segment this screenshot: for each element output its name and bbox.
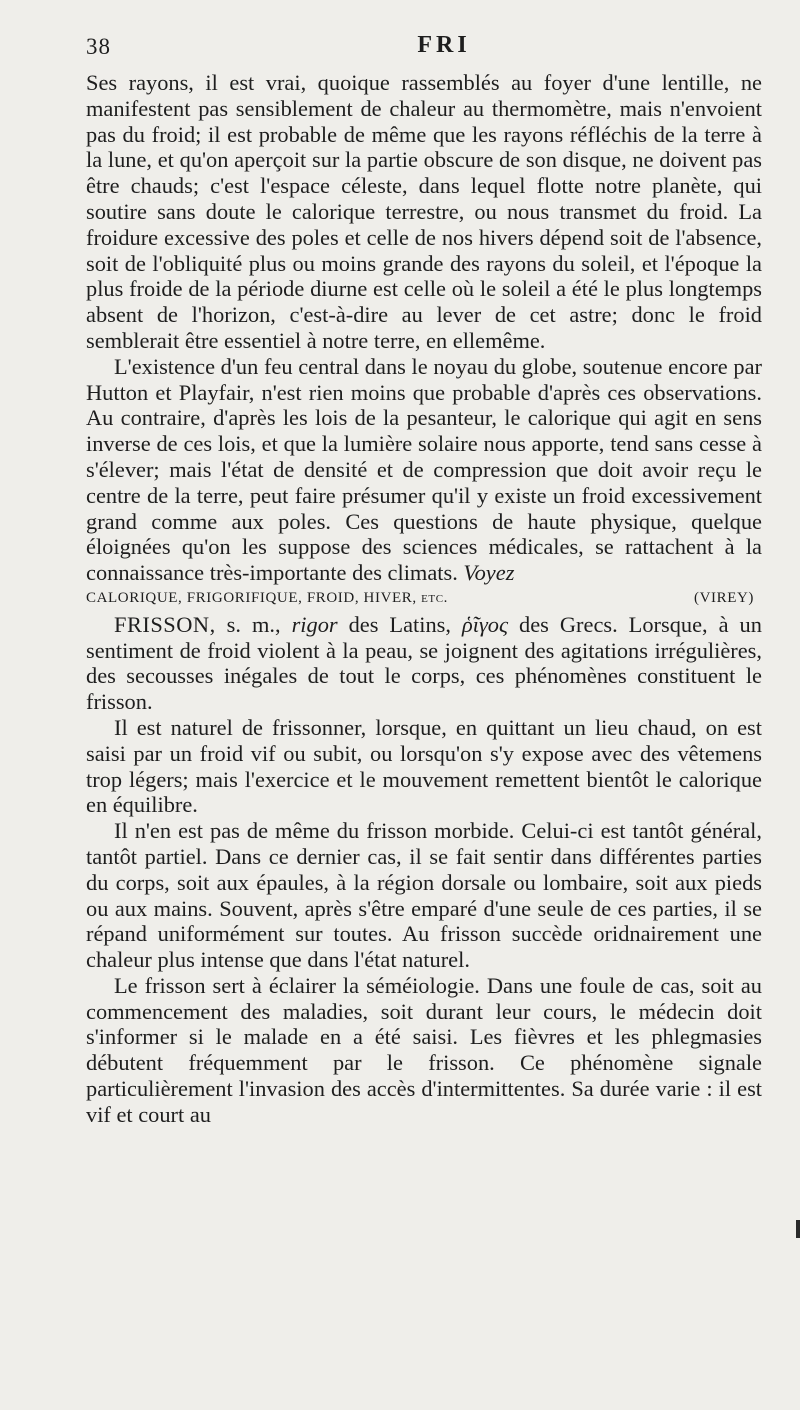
paragraph-semeiology: Le frisson sert à éclairer la séméiologie. Dans une foule de cas, soit au commencement des maladies, soit durant leur cours, le médecin doit s'informer si le malade en a été saisi. Les fièvres et les phlegmasies débutent fréquemment par le frisson. Ce phénomène signale particulièrement l'invasion des accès d'intermittentes. Sa durée varie : il est vif et court au bbox=[86, 972, 762, 1127]
page-number: 38 bbox=[86, 34, 111, 59]
entry-frisson bbox=[86, 612, 762, 715]
entry-definition: des Grecs. Lorsque, à un sentiment de froid violent à la peau, se joignent des agitations irrégulières, des secousses inégales de tout le corps, ces phénomènes constituent le frisson. bbox=[86, 611, 762, 715]
page-edge-mark bbox=[796, 1220, 800, 1238]
paragraph-continuation: Ses rayons, il est vrai, quoique rassemblés au foyer d'une lentille, ne manifestent pas sensiblement de chaleur au thermomètre, mais n'envoient pas du froid; il est probable de même que les rayons réfléchis de la terre à la lune, et qu'on aperçoit sur la partie obscure de son disque, ne doivent pas être chauds; c'est l'espace céleste, dans lequel flotte notre planète, qui soutire sans doute le calorique terrestre, ou nous transmet du froid. La froidure excessive des poles et celle de nos hivers dépend soit de l'absence, soit de l'obliquité plus ou moins grande des rayons du soleil, et l'époque la plus froide de la période diurne est celle où le soleil a été le plus longtemps absent de l'horizon, c'est-à-dire au lever de cet astre; donc le froid semblerait être essentiel à notre terre, en ellemême. bbox=[86, 70, 762, 353]
entry-greek-term: ῥῖγος bbox=[461, 611, 509, 637]
entry-part-of-speech: s. m., bbox=[226, 611, 281, 637]
author-signature: (VIREY) bbox=[693, 589, 754, 606]
voyez-reference: Voyez bbox=[463, 560, 515, 586]
cross-reference-list: CALORIQUE, FRIGORIFIQUE, FROID, HIVER, etc. bbox=[86, 589, 448, 606]
entry-latin-term: rigor bbox=[291, 611, 338, 637]
cross-references bbox=[86, 586, 762, 612]
running-title: FRI bbox=[417, 32, 471, 58]
body-text bbox=[86, 70, 762, 1128]
entry-text-mid: des Latins, bbox=[348, 611, 451, 637]
paragraph-morbid-shiver: Il n'en est pas de même du frisson morbide. Celui-ci est tantôt général, tantôt partiel. Dans ce dernier cas, il se fait sentir dans différentes parties du corps, soit aux épaules, à la région dorsale ou lombaire, soit aux pieds ou aux mains. Souvent, après s'être emparé d'une seule de ces parties, il se répand uniformément sur toutes. Au frisson succède oridnairement une chaleur plus intense que dans l'état naturel. bbox=[86, 818, 762, 973]
paragraph-central-fire bbox=[86, 354, 762, 586]
paragraph-natural-shiver: Il est naturel de frissonner, lorsque, en quittant un lieu chaud, on est saisi par un froid vif ou subit, ou lorsqu'on s'y expose avec des vêtemens trop légers; mais l'exercice et le mouvement remettent bientôt le calorique en équilibre. bbox=[86, 714, 762, 818]
entry-headword: FRISSON, bbox=[114, 611, 216, 637]
paragraph-central-fire-text: L'existence d'un feu central dans le noyau du globe, soutenue encore par Hutton et Playfair, n'est rien moins que probable d'après ces observations. Au contraire, d'après les lois de la pesanteur, le calorique qui agit en sens inverse de ces lois, et que la lumière solaire nous apporte, tend sans cesse à s'élever; mais l'état de densité et de compression que doit avoir reçu le centre de la terre, peut faire présumer qu'il y existe un froid excessivement grand comme aux poles. Ces questions de haute physique, quelque éloignées qu'on les suppose des sciences médicales, se rattachent à la connaissance très-importante des climats. bbox=[86, 353, 762, 586]
page-header bbox=[86, 30, 762, 70]
